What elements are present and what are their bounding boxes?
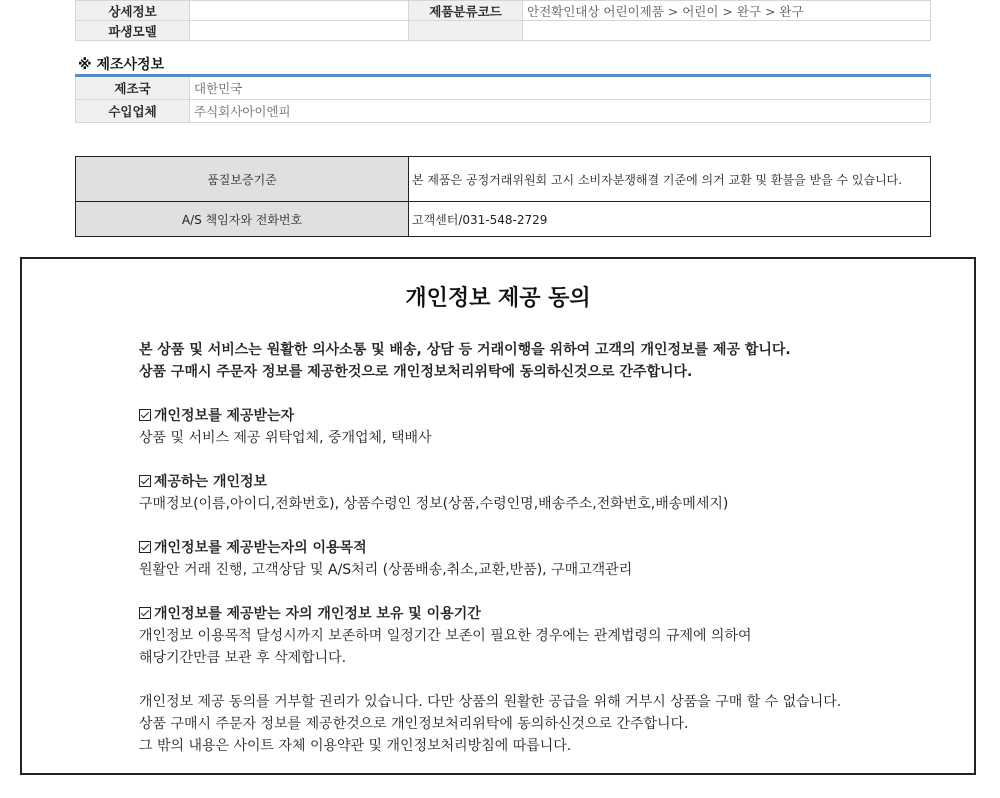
intro-line: 상품 구매시 주문자 정보를 제공한것으로 개인정보처리위탁에 동의하신것으로 간주합니다. <box>139 364 693 380</box>
country-value: 대한민국 <box>190 76 931 100</box>
section-heading-text: 개인정보를 제공받는 자의 개인정보 보유 및 이용기간 <box>154 606 481 622</box>
consent-title: 개인정보 제공 동의 <box>405 286 591 311</box>
section-heading <box>139 603 939 625</box>
manufacturer-table <box>75 74 931 123</box>
footer-line: 개인정보 제공 동의를 거부할 권리가 있습니다. 다만 상품의 원활한 공급을 위해 거부시 상품을 구매 할 수 없습니다. <box>139 694 842 710</box>
section-text: 상품 및 서비스 제공 위탁업체, 중개업체, 택배사 <box>139 430 432 446</box>
as-contact-value: 고객센터/031-548-2729 <box>409 202 931 237</box>
empty-label-cell <box>409 21 523 41</box>
checkbox-checked-icon <box>139 607 151 619</box>
table-row <box>76 157 931 202</box>
detail-info-label: 상세정보 <box>76 1 190 21</box>
section-heading-text: 개인정보를 제공받는자 <box>154 408 295 424</box>
derived-model-label: 파생모델 <box>76 21 190 41</box>
detail-info-value <box>190 1 409 21</box>
product-info-table <box>75 0 931 41</box>
section-text: 해당기간만큼 보관 후 삭제합니다. <box>139 650 347 666</box>
country-label: 제조국 <box>76 76 190 100</box>
table-row <box>76 202 931 237</box>
section-heading-text: 개인정보를 제공받는자의 이용목적 <box>154 540 367 556</box>
product-category-code-label: 제품분류코드 <box>409 1 523 21</box>
consent-footer <box>139 691 939 757</box>
quality-as-table <box>75 156 931 237</box>
table-row <box>76 21 931 41</box>
consent-section-provided-info <box>139 471 939 515</box>
empty-value-cell <box>523 21 931 41</box>
footer-line: 그 밖의 내용은 사이트 자체 이용약관 및 개인정보처리방침에 따릅니다. <box>139 738 572 754</box>
table-row <box>76 76 931 100</box>
importer-label: 수입업체 <box>76 100 190 123</box>
manufacturer-section-title: ※ 제조사정보 <box>78 57 165 73</box>
importer-value: 주식회사아이엔피 <box>190 100 931 123</box>
table-row <box>76 1 931 21</box>
product-category-code-value: 안전확인대상 어린이제품 > 어린이 > 완구 > 완구 <box>523 1 931 21</box>
checkbox-checked-icon <box>139 475 151 487</box>
quality-standard-value: 본 제품은 공정거래위원회 고시 소비자분쟁해결 기준에 의거 교환 및 환불을 받을 수 있습니다. <box>409 157 931 202</box>
privacy-consent-box <box>20 257 976 775</box>
checkbox-checked-icon <box>139 541 151 553</box>
consent-section-retention <box>139 603 939 669</box>
consent-intro <box>139 339 939 383</box>
section-text: 원활안 거래 진행, 고객상담 및 A/S처리 (상품배송,취소,교환,반품), 구매고객관리 <box>139 562 633 578</box>
section-heading <box>139 471 939 493</box>
footer-line: 상품 구매시 주문자 정보를 제공한것으로 개인정보처리위탁에 동의하신것으로 간주합니다. <box>139 716 689 732</box>
section-text: 구매정보(이름,아이디,전화번호), 상품수령인 정보(상품,수령인명,배송주소,전화번호,배송메세지) <box>139 496 729 512</box>
derived-model-value <box>190 21 409 41</box>
as-contact-label: A/S 책임자와 전화번호 <box>76 202 409 237</box>
section-text: 개인정보 이용목적 달성시까지 보존하며 일정기간 보존이 필요한 경우에는 관계법령의 규제에 의하여 <box>139 628 752 644</box>
section-heading <box>139 537 939 559</box>
section-heading <box>139 405 939 427</box>
intro-line: 본 상품 및 서비스는 원활한 의사소통 및 배송, 상담 등 거래이행을 위하여 고객의 개인정보를 제공 합니다. <box>139 342 791 358</box>
table-row <box>76 100 931 123</box>
quality-standard-label: 품질보증기준 <box>76 157 409 202</box>
consent-section-recipient <box>139 405 939 449</box>
section-heading-text: 제공하는 개인정보 <box>154 474 268 490</box>
consent-body <box>139 339 939 757</box>
checkbox-checked-icon <box>139 409 151 421</box>
consent-section-purpose <box>139 537 939 581</box>
